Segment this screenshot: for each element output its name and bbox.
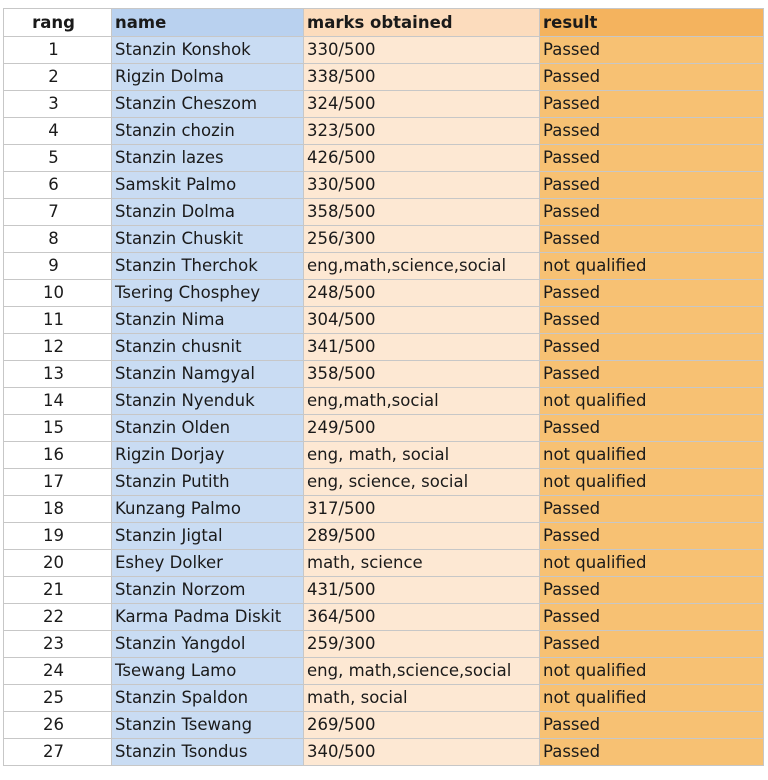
header-rank[interactable]: rang [4, 9, 112, 37]
cell-result[interactable]: Passed [540, 37, 764, 64]
cell-name[interactable]: Stanzin Chuskit [112, 226, 304, 253]
cell-name[interactable]: Stanzin chozin [112, 118, 304, 145]
cell-marks[interactable]: eng,math,science,social [304, 253, 540, 280]
cell-rank[interactable]: 23 [4, 631, 112, 658]
cell-marks[interactable]: 323/500 [304, 118, 540, 145]
table-row [4, 442, 764, 469]
header-result[interactable]: result [540, 9, 764, 37]
table-row [4, 199, 764, 226]
cell-rank[interactable]: 20 [4, 550, 112, 577]
cell-name[interactable]: Stanzin Dolma [112, 199, 304, 226]
cell-name[interactable]: Stanzin Nyenduk [112, 388, 304, 415]
cell-rank[interactable]: 24 [4, 658, 112, 685]
spreadsheet [3, 8, 763, 766]
cell-name[interactable]: Stanzin Namgyal [112, 361, 304, 388]
table-row [4, 739, 764, 766]
cell-rank[interactable]: 26 [4, 712, 112, 739]
cell-name[interactable]: Tsering Chosphey [112, 280, 304, 307]
cell-rank[interactable]: 6 [4, 172, 112, 199]
cell-rank[interactable]: 9 [4, 253, 112, 280]
cell-result[interactable]: Passed [540, 307, 764, 334]
results-table [3, 8, 764, 766]
cell-marks[interactable]: 340/500 [304, 739, 540, 766]
cell-name[interactable]: Kunzang Palmo [112, 496, 304, 523]
table-row [4, 145, 764, 172]
cell-result[interactable]: Passed [540, 334, 764, 361]
cell-result[interactable]: Passed [540, 631, 764, 658]
cell-rank[interactable]: 10 [4, 280, 112, 307]
cell-rank[interactable]: 17 [4, 469, 112, 496]
cell-result[interactable]: Passed [540, 577, 764, 604]
header-marks[interactable]: marks obtained [304, 9, 540, 37]
cell-marks[interactable]: 324/500 [304, 91, 540, 118]
cell-rank[interactable]: 14 [4, 388, 112, 415]
table-row [4, 118, 764, 145]
cell-name[interactable]: Stanzin Cheszom [112, 91, 304, 118]
table-row [4, 307, 764, 334]
cell-marks[interactable]: 341/500 [304, 334, 540, 361]
cell-result[interactable]: Passed [540, 118, 764, 145]
cell-marks[interactable]: 426/500 [304, 145, 540, 172]
cell-result[interactable]: not qualified [540, 658, 764, 685]
cell-name[interactable]: Stanzin Olden [112, 415, 304, 442]
cell-marks[interactable]: 358/500 [304, 361, 540, 388]
cell-result[interactable]: Passed [540, 415, 764, 442]
cell-marks[interactable]: 317/500 [304, 496, 540, 523]
cell-result[interactable]: not qualified [540, 685, 764, 712]
cell-name[interactable]: Stanzin Jigtal [112, 523, 304, 550]
cell-marks[interactable]: 358/500 [304, 199, 540, 226]
header-row [4, 9, 764, 37]
cell-rank[interactable]: 21 [4, 577, 112, 604]
table-row [4, 658, 764, 685]
cell-result[interactable]: Passed [540, 91, 764, 118]
cell-result[interactable]: not qualified [540, 442, 764, 469]
cell-result[interactable]: Passed [540, 361, 764, 388]
cell-rank[interactable]: 5 [4, 145, 112, 172]
cell-rank[interactable]: 4 [4, 118, 112, 145]
header-name[interactable]: name [112, 9, 304, 37]
cell-name[interactable]: Karma Padma Diskit [112, 604, 304, 631]
cell-name[interactable]: Stanzin Norzom [112, 577, 304, 604]
cell-result[interactable]: Passed [540, 64, 764, 91]
cell-name[interactable]: Stanzin Tsondus [112, 739, 304, 766]
table-row [4, 226, 764, 253]
cell-marks[interactable]: 289/500 [304, 523, 540, 550]
table-row [4, 550, 764, 577]
cell-rank[interactable]: 25 [4, 685, 112, 712]
cell-result[interactable]: Passed [540, 280, 764, 307]
cell-result[interactable]: Passed [540, 199, 764, 226]
cell-rank[interactable]: 2 [4, 64, 112, 91]
cell-rank[interactable]: 16 [4, 442, 112, 469]
cell-result[interactable]: not qualified [540, 388, 764, 415]
table-row [4, 172, 764, 199]
cell-rank[interactable]: 11 [4, 307, 112, 334]
cell-result[interactable]: Passed [540, 523, 764, 550]
table-row [4, 712, 764, 739]
cell-marks[interactable]: 269/500 [304, 712, 540, 739]
cell-name[interactable]: Tsewang Lamo [112, 658, 304, 685]
cell-marks[interactable]: 431/500 [304, 577, 540, 604]
cell-result[interactable]: Passed [540, 145, 764, 172]
cell-result[interactable]: not qualified [540, 469, 764, 496]
table-row [4, 415, 764, 442]
table-row [4, 361, 764, 388]
cell-rank[interactable]: 1 [4, 37, 112, 64]
cell-marks[interactable]: 330/500 [304, 37, 540, 64]
cell-marks[interactable]: 249/500 [304, 415, 540, 442]
table-row [4, 685, 764, 712]
cell-result[interactable]: Passed [540, 226, 764, 253]
table-row [4, 37, 764, 64]
cell-result[interactable]: Passed [540, 496, 764, 523]
cell-marks[interactable]: 364/500 [304, 604, 540, 631]
cell-marks[interactable]: 248/500 [304, 280, 540, 307]
cell-name[interactable]: Stanzin Nima [112, 307, 304, 334]
cell-rank[interactable]: 12 [4, 334, 112, 361]
table-row [4, 64, 764, 91]
cell-name[interactable]: Stanzin Therchok [112, 253, 304, 280]
table-row [4, 388, 764, 415]
cell-marks[interactable]: 338/500 [304, 64, 540, 91]
table-row [4, 496, 764, 523]
table-row [4, 577, 764, 604]
cell-rank[interactable]: 27 [4, 739, 112, 766]
cell-marks[interactable]: eng, math,science,social [304, 658, 540, 685]
table-row [4, 604, 764, 631]
cell-rank[interactable]: 7 [4, 199, 112, 226]
cell-name[interactable]: Stanzin lazes [112, 145, 304, 172]
cell-rank[interactable]: 18 [4, 496, 112, 523]
cell-result[interactable]: Passed [540, 604, 764, 631]
cell-rank[interactable]: 19 [4, 523, 112, 550]
cell-rank[interactable]: 13 [4, 361, 112, 388]
cell-result[interactable]: not qualified [540, 253, 764, 280]
cell-name[interactable]: Stanzin Putith [112, 469, 304, 496]
cell-name[interactable]: Rigzin Dorjay [112, 442, 304, 469]
cell-rank[interactable]: 15 [4, 415, 112, 442]
table-row [4, 469, 764, 496]
cell-marks[interactable]: 304/500 [304, 307, 540, 334]
cell-marks[interactable]: 256/300 [304, 226, 540, 253]
table-row [4, 91, 764, 118]
cell-result[interactable]: Passed [540, 712, 764, 739]
cell-result[interactable]: Passed [540, 172, 764, 199]
cell-name[interactable]: Stanzin Tsewang [112, 712, 304, 739]
cell-rank[interactable]: 3 [4, 91, 112, 118]
cell-marks[interactable]: eng,math,social [304, 388, 540, 415]
cell-name[interactable]: Eshey Dolker [112, 550, 304, 577]
cell-marks[interactable]: 330/500 [304, 172, 540, 199]
cell-marks[interactable]: eng, science, social [304, 469, 540, 496]
cell-marks[interactable]: eng, math, social [304, 442, 540, 469]
cell-name[interactable]: Rigzin Dolma [112, 64, 304, 91]
table-row [4, 523, 764, 550]
cell-name[interactable]: Stanzin Yangdol [112, 631, 304, 658]
cell-name[interactable]: Stanzin chusnit [112, 334, 304, 361]
cell-name[interactable]: Stanzin Spaldon [112, 685, 304, 712]
table-row [4, 253, 764, 280]
cell-marks[interactable]: math, science [304, 550, 540, 577]
cell-name[interactable]: Samskit Palmo [112, 172, 304, 199]
table-row [4, 280, 764, 307]
cell-result[interactable]: Passed [540, 739, 764, 766]
cell-result[interactable]: not qualified [540, 550, 764, 577]
table-row [4, 631, 764, 658]
table-row [4, 334, 764, 361]
cell-rank[interactable]: 8 [4, 226, 112, 253]
cell-rank[interactable]: 22 [4, 604, 112, 631]
cell-marks[interactable]: math, social [304, 685, 540, 712]
cell-marks[interactable]: 259/300 [304, 631, 540, 658]
cell-name[interactable]: Stanzin Konshok [112, 37, 304, 64]
